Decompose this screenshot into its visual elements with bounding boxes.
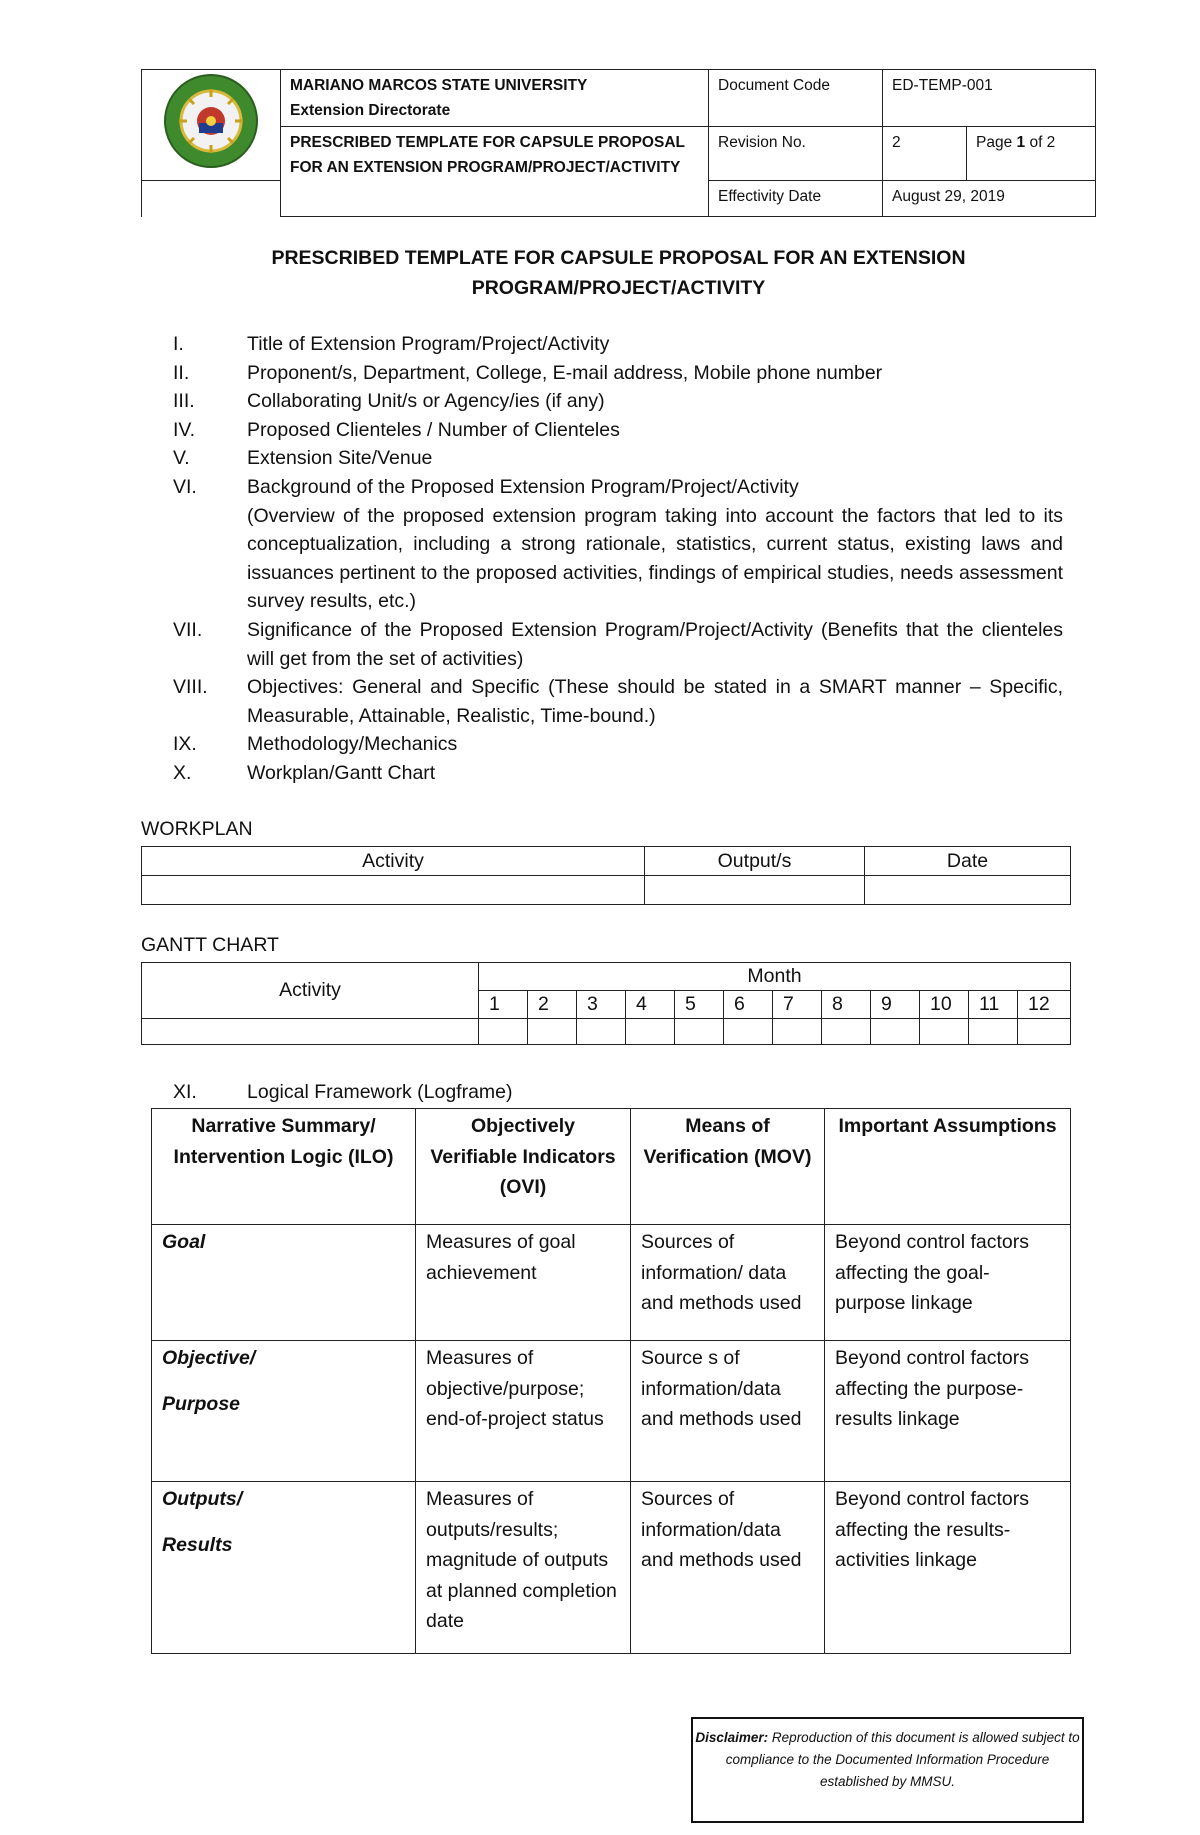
- gantt-month: 5: [675, 991, 724, 1019]
- gantt-cell[interactable]: [1018, 1019, 1071, 1045]
- logframe-heading: [173, 1081, 513, 1104]
- gantt-cell[interactable]: [142, 1019, 479, 1045]
- item-number: VII.: [173, 618, 203, 641]
- page-title-line2: PROGRAM/PROJECT/ACTIVITY: [471, 277, 766, 299]
- list-item: [173, 730, 1063, 759]
- item-text: Workplan/Gantt Chart: [247, 761, 436, 784]
- logframe-cell-assumption: Beyond control factors affecting the results-activities linkage: [825, 1482, 1071, 1654]
- page-current: 1: [1016, 134, 1026, 151]
- item-text: Extension Site/Venue: [247, 447, 433, 470]
- gantt-month: 4: [626, 991, 675, 1019]
- row-label-line1: Outputs/: [162, 1488, 243, 1510]
- gantt-month: 11: [969, 991, 1018, 1019]
- workplan-header-output: Output/s: [645, 847, 865, 876]
- list-item: [173, 330, 1063, 359]
- workplan-cell[interactable]: [865, 876, 1071, 905]
- gantt-cell[interactable]: [822, 1019, 871, 1045]
- item-number: VI.: [173, 475, 197, 498]
- item-number: IX.: [173, 733, 197, 756]
- university-seal-icon: [163, 73, 259, 169]
- proposal-outline: [173, 330, 1063, 788]
- item-number: VIII.: [173, 676, 208, 699]
- logframe-header-assumptions: Important Assumptions: [825, 1109, 1071, 1225]
- item-text: Collaborating Unit/s or Agency/ies (if any): [247, 390, 605, 413]
- list-item: [173, 673, 1063, 730]
- logframe-cell-mov: Source s of information/data and methods used: [631, 1341, 825, 1482]
- gantt-cell[interactable]: [479, 1019, 528, 1045]
- item-number: X.: [173, 761, 192, 784]
- page-title-line1: PRESCRIBED TEMPLATE FOR CAPSULE PROPOSAL FOR AN EXTENSION: [271, 247, 966, 269]
- disclaimer-text: Reproduction of this document is allowed subject to compliance to the Documented Information Procedure established by MMSU.: [725, 1730, 1080, 1789]
- logframe-table: [151, 1108, 1071, 1654]
- workplan-cell[interactable]: [645, 876, 865, 905]
- disclaimer-box: [691, 1717, 1084, 1823]
- row-label-line2: Purpose: [162, 1392, 241, 1415]
- item-number: I.: [173, 333, 184, 355]
- logframe-row-objective: [152, 1341, 416, 1482]
- disclaimer-title: Disclaimer:: [695, 1730, 769, 1745]
- effectivity-label: Effectivity Date: [709, 181, 883, 217]
- logframe-number: XI.: [173, 1081, 197, 1103]
- item-text: Methodology/Mechanics: [247, 733, 458, 756]
- item-note: (Overview of the proposed extension program taking into account the factors that led to its conceptualization, including a strong rationale, statistics, current status, existing laws and issuances pertinent to the proposed activities, findings of empirical studies, needs assessment survey results, etc.): [247, 504, 1063, 613]
- item-text: Objectives: General and Specific (These should be stated in a SMART manner – Specific, Measurable, Attainable, Realistic, Time-bound.): [247, 676, 1063, 727]
- gantt-month: 3: [577, 991, 626, 1019]
- gantt-month: 8: [822, 991, 871, 1019]
- template-title-cell: PRESCRIBED TEMPLATE FOR CAPSULE PROPOSAL FOR AN EXTENSION PROGRAM/PROJECT/ACTIVITY: [281, 127, 709, 217]
- doc-code-label: Document Code: [709, 70, 883, 127]
- logframe-cell-assumption: Beyond control factors affecting the goal-purpose linkage: [825, 1225, 1071, 1341]
- gantt-cell[interactable]: [969, 1019, 1018, 1045]
- workplan-label: WORKPLAN: [141, 818, 253, 840]
- directorate-name: Extension Directorate: [290, 102, 451, 119]
- gantt-cell[interactable]: [871, 1019, 920, 1045]
- effectivity-value: August 29, 2019: [883, 181, 1096, 217]
- logframe-cell-ovi: Measures of goal achievement: [416, 1225, 631, 1341]
- gantt-month: 9: [871, 991, 920, 1019]
- workplan-header-activity: Activity: [142, 847, 645, 876]
- gantt-header-month: Month: [479, 963, 1071, 991]
- gantt-month: 7: [773, 991, 822, 1019]
- gantt-month: 10: [920, 991, 969, 1019]
- list-item: [173, 444, 1063, 473]
- gantt-cell[interactable]: [920, 1019, 969, 1045]
- university-name: MARIANO MARCOS STATE UNIVERSITY: [290, 77, 588, 94]
- gantt-cell[interactable]: [675, 1019, 724, 1045]
- workplan-table: [141, 846, 1071, 905]
- logframe-cell-ovi: Measures of objective/purpose; end-of-project status: [416, 1341, 631, 1482]
- list-item: [173, 473, 1063, 616]
- revision-label: Revision No.: [709, 127, 883, 181]
- gantt-cell[interactable]: [577, 1019, 626, 1045]
- item-number: II.: [173, 361, 190, 384]
- logo-spacer: [142, 181, 281, 217]
- page-title: [141, 243, 1096, 303]
- logframe-header-ovi: Objectively Verifiable Indicators (OVI): [416, 1109, 631, 1225]
- logframe-header-mov: Means of Verification (MOV): [631, 1109, 825, 1225]
- item-number: IV.: [173, 418, 196, 441]
- item-text: Background of the Proposed Extension Program/Project/Activity: [247, 475, 799, 498]
- logframe-row-outputs: [152, 1482, 416, 1654]
- item-text: Significance of the Proposed Extension Program/Project/Activity (Benefits that the clienteles will get from the set of activities): [247, 618, 1063, 670]
- gantt-cell[interactable]: [528, 1019, 577, 1045]
- list-item: [173, 616, 1063, 673]
- gantt-header-activity: Activity: [142, 963, 479, 1019]
- item-number: III.: [173, 390, 195, 413]
- logframe-cell-mov: Sources of information/data and methods used: [631, 1482, 825, 1654]
- item-text: Proposed Clienteles / Number of Clienteles: [247, 418, 620, 441]
- row-label-line2: Results: [162, 1533, 233, 1556]
- doc-code-value: ED-TEMP-001: [883, 70, 1096, 127]
- document-header: [141, 69, 1096, 217]
- row-label-line1: Objective/: [162, 1347, 256, 1369]
- gantt-month: 1: [479, 991, 528, 1019]
- gantt-month: 6: [724, 991, 773, 1019]
- page-word: Page: [976, 134, 1013, 151]
- logframe-cell-ovi: Measures of outputs/results; magnitude of outputs at planned completion date: [416, 1482, 631, 1654]
- gantt-cell[interactable]: [724, 1019, 773, 1045]
- workplan-cell[interactable]: [142, 876, 645, 905]
- logframe-header-ilo: Narrative Summary/ Intervention Logic (ILO): [152, 1109, 416, 1225]
- gantt-cell[interactable]: [626, 1019, 675, 1045]
- list-item: [173, 759, 1063, 788]
- logframe-cell-assumption: Beyond control factors affecting the purpose-results linkage: [825, 1341, 1071, 1482]
- gantt-month: 12: [1018, 991, 1071, 1019]
- page-number: [967, 127, 1096, 181]
- logframe-cell-mov: Sources of information/ data and methods used: [631, 1225, 825, 1341]
- logo-cell: [142, 70, 281, 181]
- gantt-cell[interactable]: [773, 1019, 822, 1045]
- logframe-label: Logical Framework (Logframe): [247, 1081, 513, 1103]
- list-item: [173, 416, 1063, 445]
- item-text: Proponent/s, Department, College, E-mail address, Mobile phone number: [247, 361, 883, 384]
- item-number: V.: [173, 447, 190, 470]
- gantt-month: 2: [528, 991, 577, 1019]
- gantt-table: [141, 962, 1071, 1045]
- item-text: Title of Extension Program/Project/Activity: [247, 333, 610, 355]
- workplan-header-date: Date: [865, 847, 1071, 876]
- university-cell: [281, 70, 709, 127]
- list-item: [173, 359, 1063, 388]
- page-of: of 2: [1029, 134, 1056, 151]
- revision-value: 2: [883, 127, 967, 181]
- list-item: [173, 387, 1063, 416]
- logframe-row-goal: Goal: [152, 1225, 416, 1341]
- gantt-label: GANTT CHART: [141, 934, 279, 956]
